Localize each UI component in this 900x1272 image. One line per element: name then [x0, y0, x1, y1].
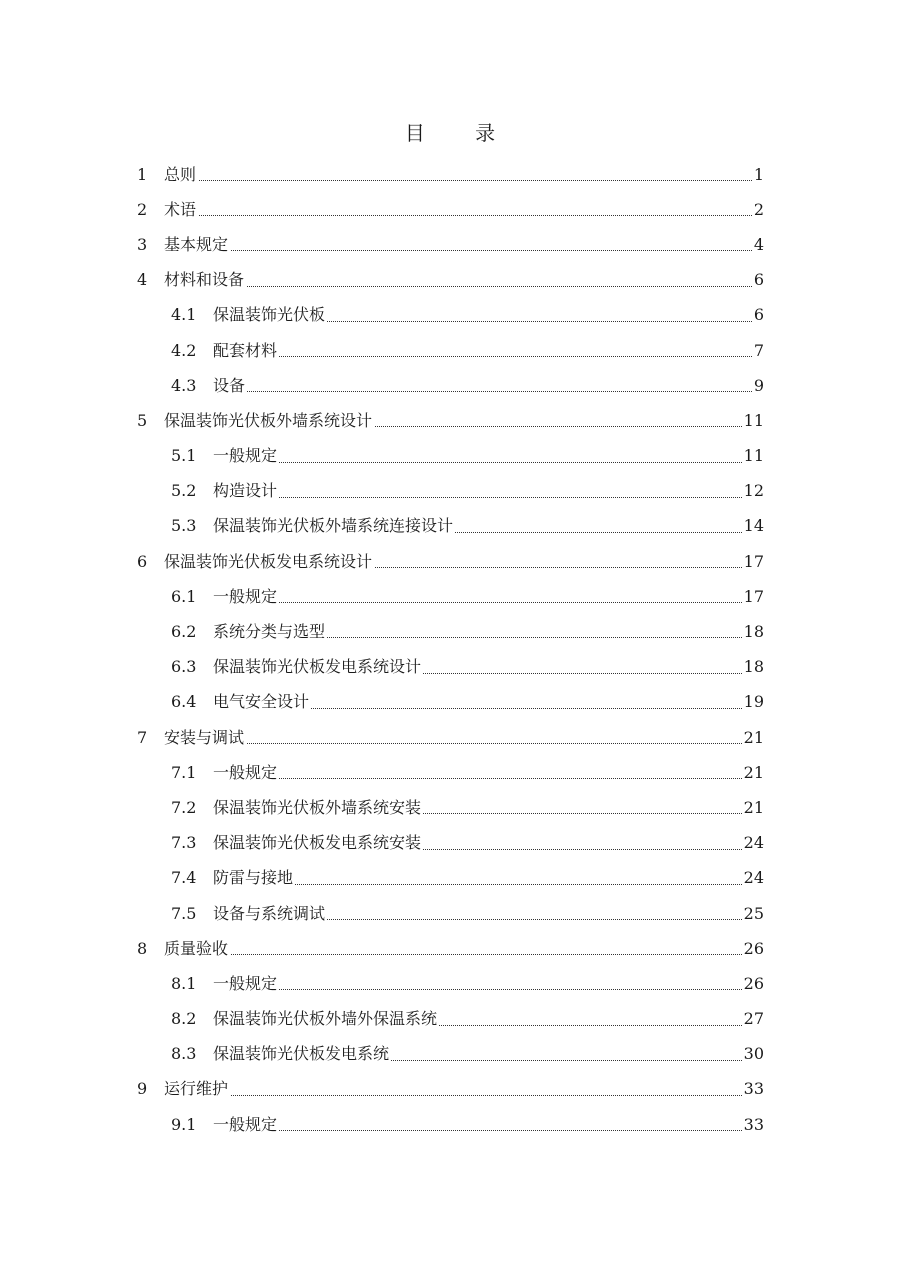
toc-entry-page-number: 11: [743, 410, 764, 430]
toc-entry-number: 9.1: [171, 1114, 197, 1134]
toc-entry-page-wrap: [0, 1115, 900, 1135]
toc-entry-page-number: 17: [743, 586, 764, 606]
toc-entry-page-number: 26: [743, 973, 764, 993]
toc-entry-page-wrap: [0, 692, 900, 712]
toc-entry-page-wrap: [0, 587, 900, 607]
toc-entry-page-number: 21: [743, 762, 764, 782]
toc-entry-number: 4.1: [171, 305, 197, 325]
toc-entry-page-number: 33: [743, 1079, 764, 1099]
toc-entry-title: 一般规定: [213, 586, 278, 606]
toc-entry-number: 6.4: [171, 692, 197, 712]
toc-entry-page-wrap: [0, 235, 900, 255]
toc-entry-page-wrap: [0, 270, 900, 290]
toc-entry-number: 1: [137, 164, 148, 184]
toc-entry[interactable]: [0, 650, 900, 685]
toc-entry[interactable]: [0, 685, 900, 720]
toc-entry-title: 保温装饰光伏板外墙外保温系统: [213, 1009, 438, 1029]
toc-entry-number: 5: [137, 410, 148, 430]
toc-entry-page-wrap: [0, 446, 900, 466]
toc-entry-title: 保温装饰光伏板外墙系统设计: [164, 410, 373, 430]
toc-entry-title: 一般规定: [213, 446, 278, 466]
toc-entry-title: 保温装饰光伏板发电系统: [213, 1044, 390, 1064]
toc-entry-number: 4.3: [171, 375, 197, 395]
toc-entry-number: 7.1: [171, 762, 197, 782]
toc-entry-page-wrap: [0, 376, 900, 396]
toc-entry-page-number: 21: [743, 727, 764, 747]
toc-entry-page-wrap: [0, 974, 900, 994]
toc-entry-title: 总则: [164, 164, 197, 184]
toc-entry-page-number: 25: [743, 903, 764, 923]
toc-entry-page-number: 27: [743, 1009, 764, 1029]
toc-entry[interactable]: [0, 1072, 900, 1107]
toc-entry[interactable]: [0, 579, 900, 614]
toc-entry-number: 7.4: [171, 868, 197, 888]
toc-entry-page-number: 7: [753, 340, 764, 360]
toc-entry-number: 7: [137, 727, 148, 747]
toc-entry[interactable]: [0, 614, 900, 649]
toc-entry-page-number: 18: [743, 622, 764, 642]
toc-entry-title: 保温装饰光伏板: [213, 305, 326, 325]
toc-entry-number: 4: [137, 270, 148, 290]
toc-entry-number: 9: [137, 1079, 148, 1099]
toc-entry-number: 7.3: [171, 833, 197, 853]
toc-entry[interactable]: [0, 720, 900, 755]
toc-entry-number: 5.2: [171, 481, 197, 501]
toc-entry-page-wrap: [0, 728, 900, 748]
toc-entry[interactable]: [0, 439, 900, 474]
toc-entry-title: 一般规定: [213, 762, 278, 782]
toc-entry-page-wrap: [0, 305, 900, 325]
toc-entry[interactable]: [0, 826, 900, 861]
toc-entry-page-number: 26: [743, 938, 764, 958]
toc-entry-page-number: 6: [753, 305, 764, 325]
toc-entry-number: 2: [137, 199, 148, 219]
toc-entry-page-wrap: [0, 516, 900, 536]
toc-entry[interactable]: [0, 403, 900, 438]
toc-entry-title: 材料和设备: [164, 270, 245, 290]
toc-entry-page-number: 9: [753, 375, 764, 395]
toc-entry-page-number: 6: [753, 270, 764, 290]
toc-entry[interactable]: [0, 474, 900, 509]
toc-entry-page-number: 21: [743, 797, 764, 817]
toc-list: [0, 157, 900, 1142]
toc-entry[interactable]: [0, 1037, 900, 1072]
toc-entry-page-wrap: [0, 165, 900, 185]
toc-entry-title: 一般规定: [213, 973, 278, 993]
toc-entry-title: 配套材料: [213, 340, 278, 360]
toc-entry-page-wrap: [0, 1009, 900, 1029]
toc-entry-page-number: 24: [743, 868, 764, 888]
toc-entry[interactable]: [0, 966, 900, 1001]
toc-entry-page-wrap: [0, 798, 900, 818]
toc-entry-page-wrap: [0, 481, 900, 501]
toc-entry-number: 6.1: [171, 586, 197, 606]
toc-entry[interactable]: [0, 157, 900, 192]
toc-entry-number: 8.3: [171, 1044, 197, 1064]
toc-entry-number: 3: [137, 234, 148, 254]
toc-entry-page-wrap: [0, 868, 900, 888]
toc-entry-number: 7.2: [171, 797, 197, 817]
toc-entry-page-number: 19: [743, 692, 764, 712]
toc-entry-page-wrap: [0, 411, 900, 431]
toc-entry-page-wrap: [0, 939, 900, 959]
toc-entry-title: 一般规定: [213, 1114, 278, 1134]
toc-heading: 目 录: [404, 121, 518, 145]
toc-entry-title: 设备: [213, 375, 246, 395]
toc-entry[interactable]: [0, 755, 900, 790]
toc-entry-page-wrap: [0, 657, 900, 677]
toc-entry-page-number: 18: [743, 657, 764, 677]
toc-entry[interactable]: [0, 790, 900, 825]
toc-entry-page-number: 14: [743, 516, 764, 536]
toc-entry-page-number: 2: [753, 199, 764, 219]
toc-entry-title: 术语: [164, 199, 197, 219]
toc-entry-title: 质量验收: [164, 938, 229, 958]
toc-entry[interactable]: [0, 333, 900, 368]
toc-entry-page-number: 33: [743, 1114, 764, 1134]
toc-entry[interactable]: [0, 1107, 900, 1142]
toc-entry-number: 6: [137, 551, 148, 571]
toc-entry[interactable]: [0, 227, 900, 262]
toc-entry-title: 防雷与接地: [213, 868, 294, 888]
toc-entry-page-number: 17: [743, 551, 764, 571]
toc-entry-title: 保温装饰光伏板外墙系统安装: [213, 797, 422, 817]
toc-entry-title: 保温装饰光伏板发电系统设计: [164, 551, 373, 571]
toc-entry-page-wrap: [0, 552, 900, 572]
toc-entry[interactable]: [0, 861, 900, 896]
toc-entry-title: 构造设计: [213, 481, 278, 501]
toc-entry-number: 8: [137, 938, 148, 958]
toc-entry-page-wrap: [0, 904, 900, 924]
toc-entry-title: 设备与系统调试: [213, 903, 326, 923]
toc-entry[interactable]: [0, 896, 900, 931]
toc-entry-page-wrap: [0, 763, 900, 783]
toc-entry-page-number: 12: [743, 481, 764, 501]
toc-entry-number: 8.2: [171, 1009, 197, 1029]
toc-entry-title: 保温装饰光伏板发电系统安装: [213, 833, 422, 853]
toc-entry-page-wrap: [0, 1044, 900, 1064]
toc-entry-page-number: 11: [743, 446, 764, 466]
toc-entry[interactable]: [0, 509, 900, 544]
toc-entry-page-wrap: [0, 341, 900, 361]
toc-entry-title: 基本规定: [164, 234, 229, 254]
toc-entry-title: 保温装饰光伏板外墙系统连接设计: [213, 516, 454, 536]
toc-entry-page-wrap: [0, 622, 900, 642]
toc-entry-number: 4.2: [171, 340, 197, 360]
toc-entry[interactable]: [0, 544, 900, 579]
toc-entry-title: 保温装饰光伏板发电系统设计: [213, 657, 422, 677]
toc-entry-number: 7.5: [171, 903, 197, 923]
toc-entry[interactable]: [0, 368, 900, 403]
toc-entry-page-number: 1: [753, 164, 764, 184]
toc-entry[interactable]: [0, 931, 900, 966]
toc-entry-title: 运行维护: [164, 1079, 229, 1099]
toc-entry-page-wrap: [0, 200, 900, 220]
toc-entry-number: 6.3: [171, 657, 197, 677]
toc-entry-title: 安装与调试: [164, 727, 245, 747]
toc-entry-page-wrap: [0, 833, 900, 853]
toc-entry-page-number: 24: [743, 833, 764, 853]
toc-entry[interactable]: [0, 263, 900, 298]
toc-entry-number: 5.3: [171, 516, 197, 536]
toc-entry-number: 6.2: [171, 622, 197, 642]
toc-entry-title: 系统分类与选型: [213, 622, 326, 642]
toc-entry-title: 电气安全设计: [213, 692, 310, 712]
toc-entry-page-wrap: [0, 1079, 900, 1099]
toc-entry-page-number: 30: [743, 1044, 764, 1064]
toc-entry-number: 8.1: [171, 973, 197, 993]
toc-entry[interactable]: [0, 1002, 900, 1037]
toc-entry-page-number: 4: [753, 234, 764, 254]
toc-entry[interactable]: [0, 298, 900, 333]
toc-entry-number: 5.1: [171, 446, 197, 466]
toc-entry[interactable]: [0, 192, 900, 227]
